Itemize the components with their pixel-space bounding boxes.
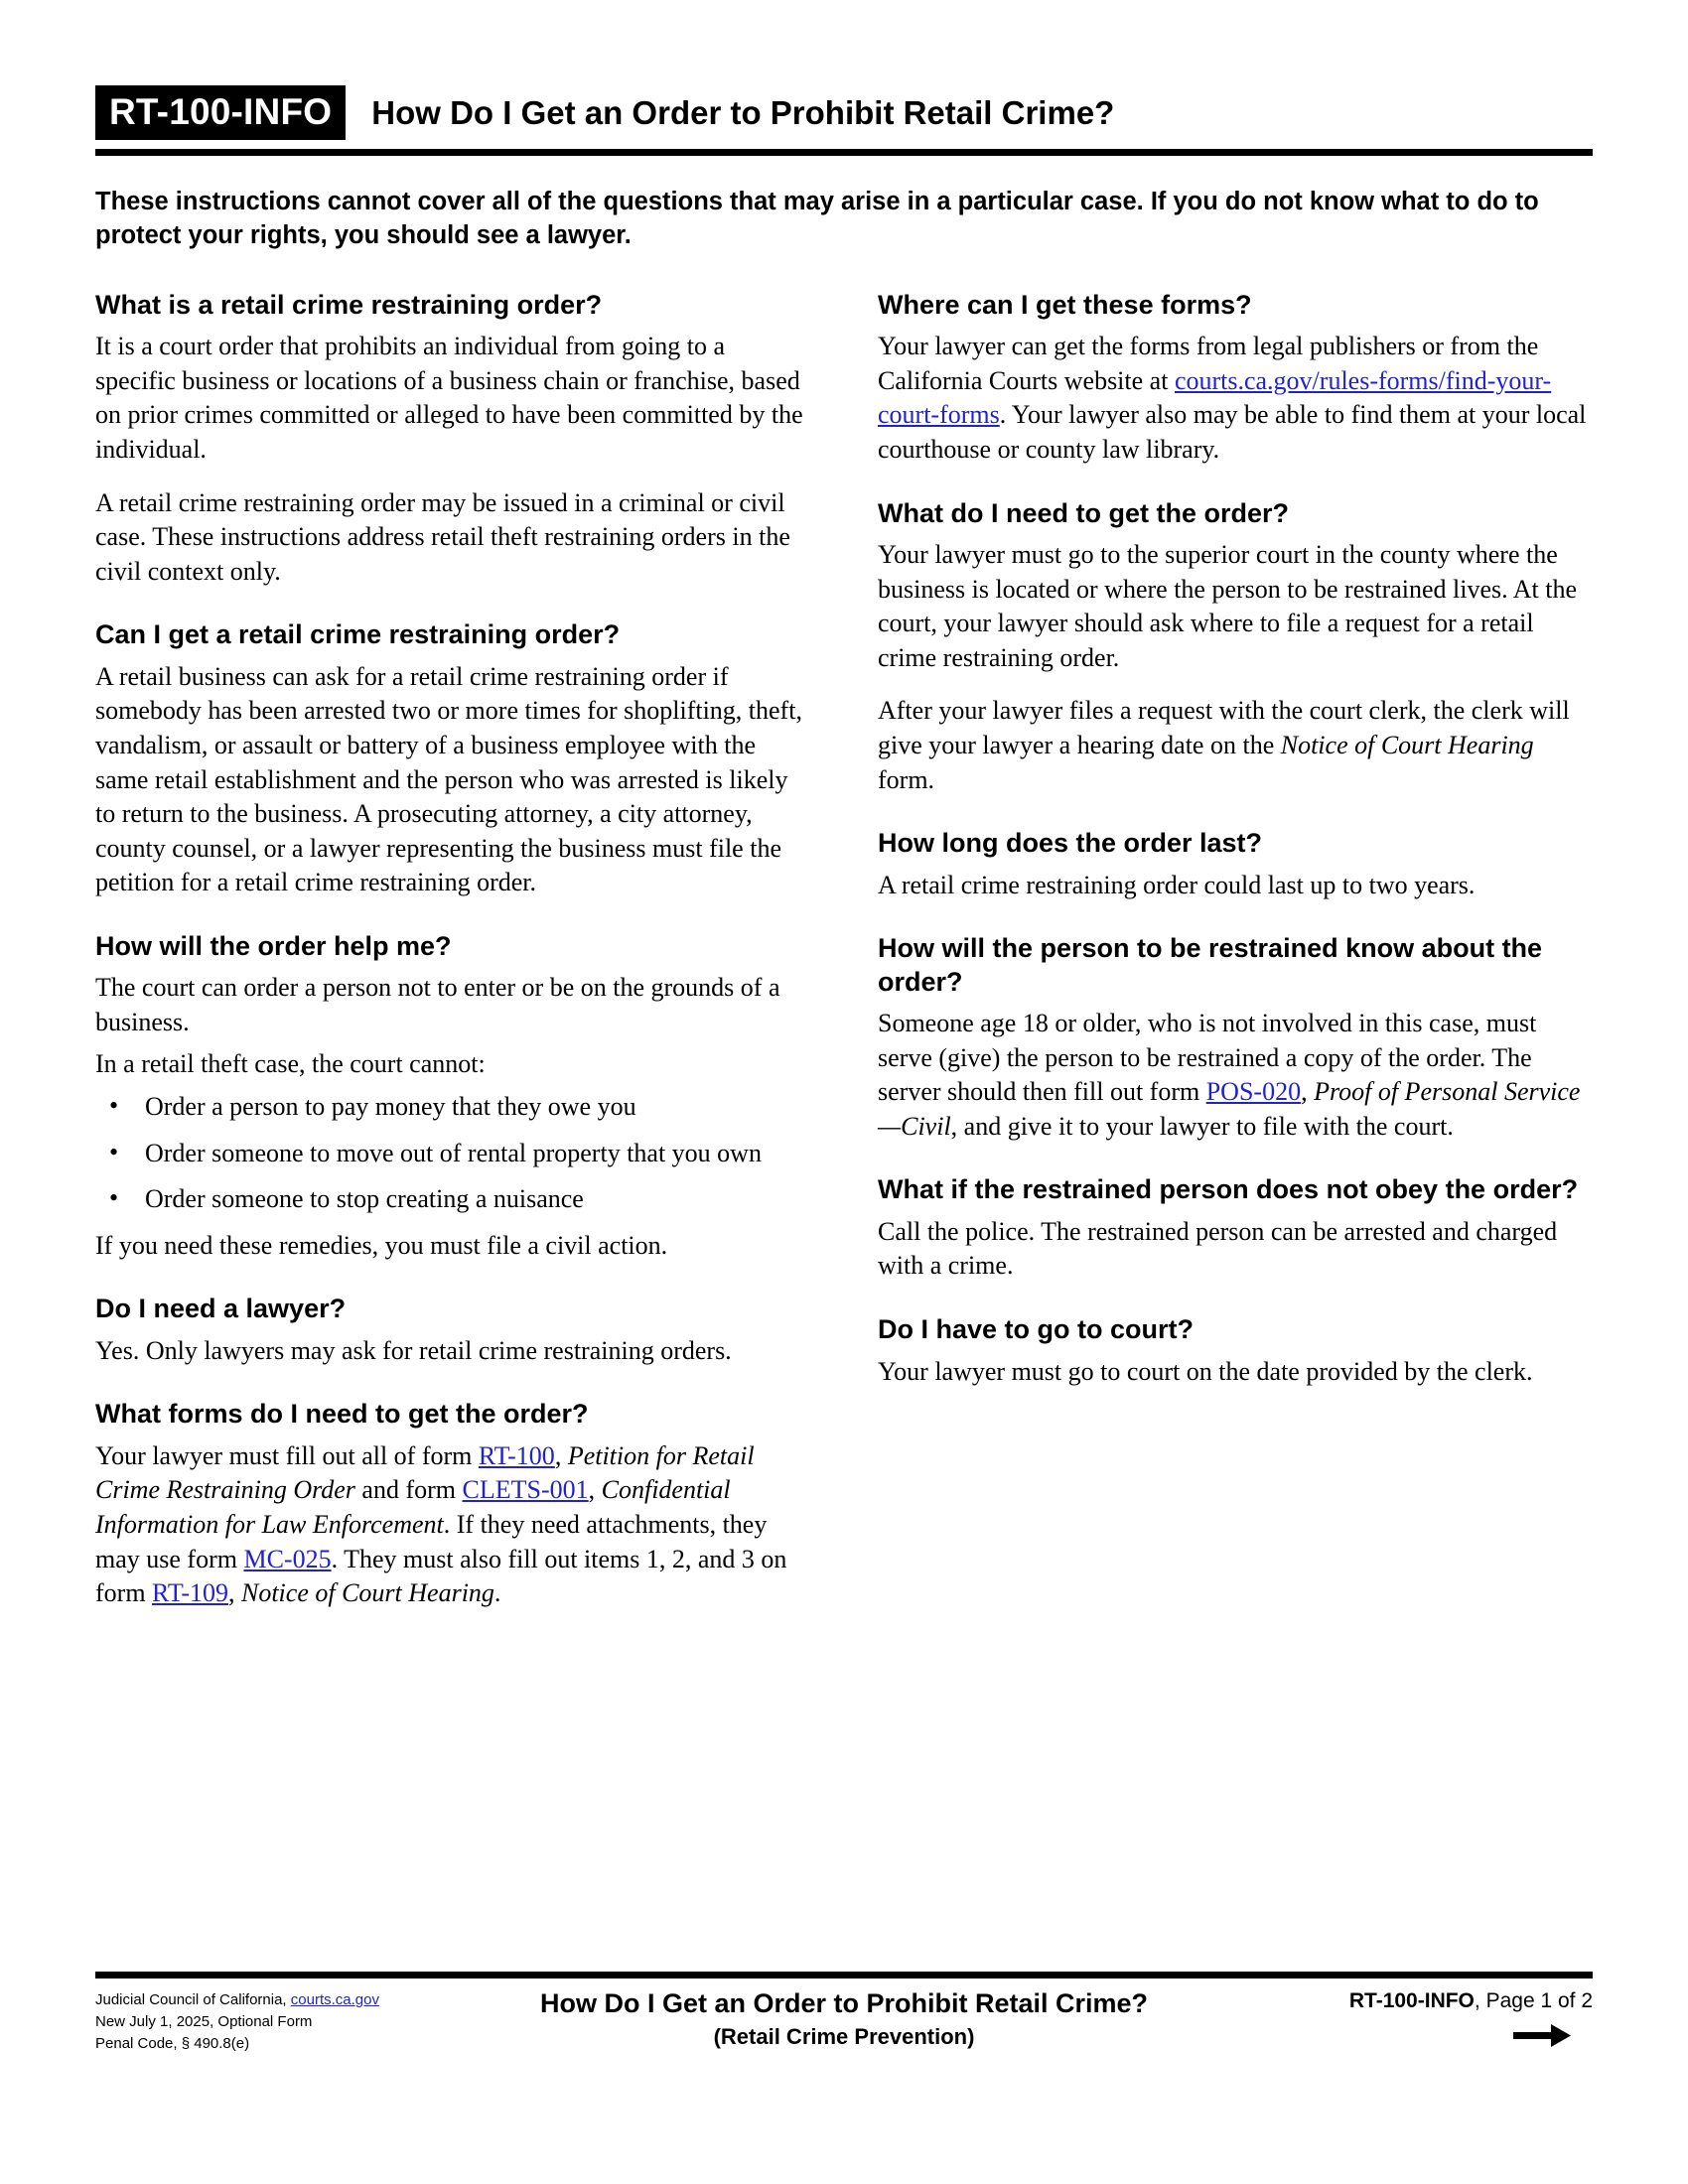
italic-proof-of-service-title: Proof of Personal Service—Civil [878, 1077, 1581, 1141]
link-rt-100[interactable]: RT-100 [478, 1440, 555, 1470]
link-clets-001[interactable]: CLETS-001 [462, 1475, 589, 1505]
footer-title-block [423, 1987, 1265, 2052]
heading-how-will-order-help: How will the order help me? [95, 930, 452, 961]
list-item: • Order someone to stop creating a nuisance [95, 1182, 810, 1217]
footer-council-line [95, 1989, 423, 2011]
link-courts-ca-gov-forms[interactable]: courts.ca.gov/rules-forms/find-your-court-forms [878, 365, 1552, 430]
court-cannot-list [95, 1090, 810, 1217]
text-run: Your lawyer must fill out all of form [95, 1440, 479, 1470]
text-run: Judicial Council of California, [95, 1991, 291, 2008]
heading-where-get-forms: Where can I get these forms? [878, 289, 1252, 320]
heading-how-long-order-lasts: How long does the order last? [878, 828, 1263, 859]
paragraph-what-is-rcro-2: A retail crime restraining order may be issued in a criminal or civil case. These instructions address retail theft restraining orders in the civil context only. [95, 487, 790, 586]
italic-petition-title: Petition for Retail Crime Restraining Order [95, 1440, 755, 1505]
heading-if-not-obey: What if the restrained person does not obey the order? [878, 1174, 1579, 1205]
page-title: How Do I Get an Order to Prohibit Retail Crime? [371, 93, 1115, 131]
text-run: . They must also fill out items 1, 2, and 3 on form [95, 1544, 787, 1608]
right-arrow-icon [1513, 2021, 1571, 2057]
heading-what-do-i-need: What do I need to get the order? [878, 497, 1289, 528]
paragraph-can-i-get: A retail business can ask for a retail crime restraining order if somebody has been arrested two or more times for shoplifting, theft, vandalism, or assault or battery of a business employee with the same retail establishment and the person who was arrested is likely to return to the business. A prosecuting attorney, a city attorney, county counsel, or a lawyer representing the business must file the petition for a retail crime restraining order. [95, 661, 802, 897]
paragraph-what-is-rcro-1: It is a court order that prohibits an individual from going to a specific business or locations of a business chain or franchise, based on prior crimes committed or alleged to have been committed by the individual. [95, 332, 803, 465]
text-run: , [1301, 1077, 1315, 1107]
text-run: After your lawyer files a request with the court clerk, the clerk will give your lawyer a hearing date on the [878, 696, 1570, 759]
right-column [878, 289, 1593, 1630]
link-rt-109[interactable]: RT-109 [152, 1578, 228, 1608]
paragraph-what-do-i-need-1: Your lawyer must go to the superior court in the county where the business is located or where the person to be restrained lives. At the court, your lawyer should ask where to file a request for a retail crime restraining order. [878, 540, 1577, 672]
text-run: , [554, 1440, 568, 1470]
paragraph-if-not-obey: Call the police. The restrained person can be arrested and charged with a crime. [878, 1216, 1558, 1281]
text-run: Someone age 18 or older, who is not involved in this case, must serve (give) the person to be restrained a copy of the order. The server should then fill out form [878, 1009, 1537, 1107]
text-run: Your lawyer can get the forms from legal publishers or from the California Courts website at [878, 332, 1539, 395]
text-run: , and give it to your lawyer to file with the court. [950, 1111, 1454, 1141]
footer-form-title: How Do I Get an Order to Prohibit Retail Crime? [539, 1988, 1149, 2018]
footer-form-code: RT-100-INFO [1348, 1989, 1475, 2012]
text-run: and form [354, 1475, 463, 1505]
text-run: . Your lawyer also may be able to find them at your local courthouse or county law library. [878, 400, 1587, 465]
paragraph-how-long-order-lasts: A retail crime restraining order could last up to two years. [878, 870, 1476, 899]
heading-do-i-need-lawyer: Do I need a lawyer? [95, 1294, 347, 1324]
footer-divider [95, 1972, 1593, 1979]
paragraph-civil-action: If you need these remedies, you must file a civil action. [95, 1230, 668, 1260]
header-divider [95, 149, 1593, 156]
two-column-body [95, 289, 1593, 1630]
footer-legal-info [95, 1987, 423, 2054]
paragraph-how-person-knows [878, 1007, 1593, 1144]
text-run: form. [878, 764, 935, 794]
paragraph-order-help-1: The court can order a person not to enter or be on the grounds of a business. [95, 973, 780, 1036]
footer-statute-citation: Penal Code, § 490.8(e) [95, 2034, 250, 2052]
text-run: . [493, 1578, 501, 1608]
paragraph-need-lawyer: Yes. Only lawyers may ask for retail crime restraining orders. [95, 1335, 732, 1365]
footer-page-number: , Page 1 of 2 [1474, 1989, 1593, 2012]
footer-revision-date: New July 1, 2025, Optional Form [95, 2012, 313, 2030]
heading-go-to-court: Do I have to go to court? [878, 1314, 1194, 1345]
paragraph-what-forms [95, 1439, 810, 1611]
text-run: , [227, 1578, 241, 1608]
heading-how-person-knows: How will the person to be restrained know about the order? [878, 933, 1543, 997]
list-item: • Order someone to move out of rental property that you own [95, 1137, 810, 1171]
link-pos-020[interactable]: POS-020 [1205, 1077, 1302, 1107]
heading-what-is-rcro: What is a retail crime restraining order? [95, 289, 603, 320]
footer-page-line [1265, 1989, 1593, 2013]
form-footer [95, 1972, 1593, 2057]
footer-content [95, 1987, 1593, 2057]
paragraph-where-get-forms [878, 330, 1593, 467]
heading-can-i-get: Can I get a retail crime restraining order? [95, 619, 621, 650]
italic-notice-hearing-title: Notice of Court Hearing [1280, 730, 1534, 759]
next-page-arrow-container [1265, 2021, 1593, 2057]
list-item: • Order a person to pay money that they owe you [95, 1090, 810, 1125]
heading-what-forms: What forms do I need to get the order? [95, 1399, 589, 1430]
text-run: , [588, 1475, 602, 1505]
link-courts-ca-gov[interactable]: courts.ca.gov [290, 1991, 379, 2008]
left-column [95, 289, 810, 1630]
text-run: . If they need attachments, they may use form [95, 1510, 768, 1573]
form-code-badge: RT-100-INFO [95, 85, 346, 140]
page-content [95, 85, 1593, 1630]
footer-page-info [1265, 1987, 1593, 2057]
italic-notice-hearing-title: Notice of Court Hearing [240, 1578, 494, 1608]
intro-paragraph: These instructions cannot cover all of the questions that may arise in a particular case. If you do not know what to do to protect your rights, you should see a lawyer. [95, 188, 1539, 249]
paragraph-what-do-i-need-2 [878, 694, 1593, 797]
italic-confidential-info-title: Confidential Information for Law Enforcement [95, 1475, 731, 1540]
link-mc-025[interactable]: MC-025 [243, 1544, 332, 1573]
footer-form-subtitle: (Retail Crime Prevention) [713, 2024, 975, 2050]
paragraph-go-to-court: Your lawyer must go to court on the date provided by the clerk. [878, 1356, 1533, 1386]
form-header [95, 85, 1593, 140]
paragraph-order-help-2: In a retail theft case, the court cannot: [95, 1049, 486, 1079]
